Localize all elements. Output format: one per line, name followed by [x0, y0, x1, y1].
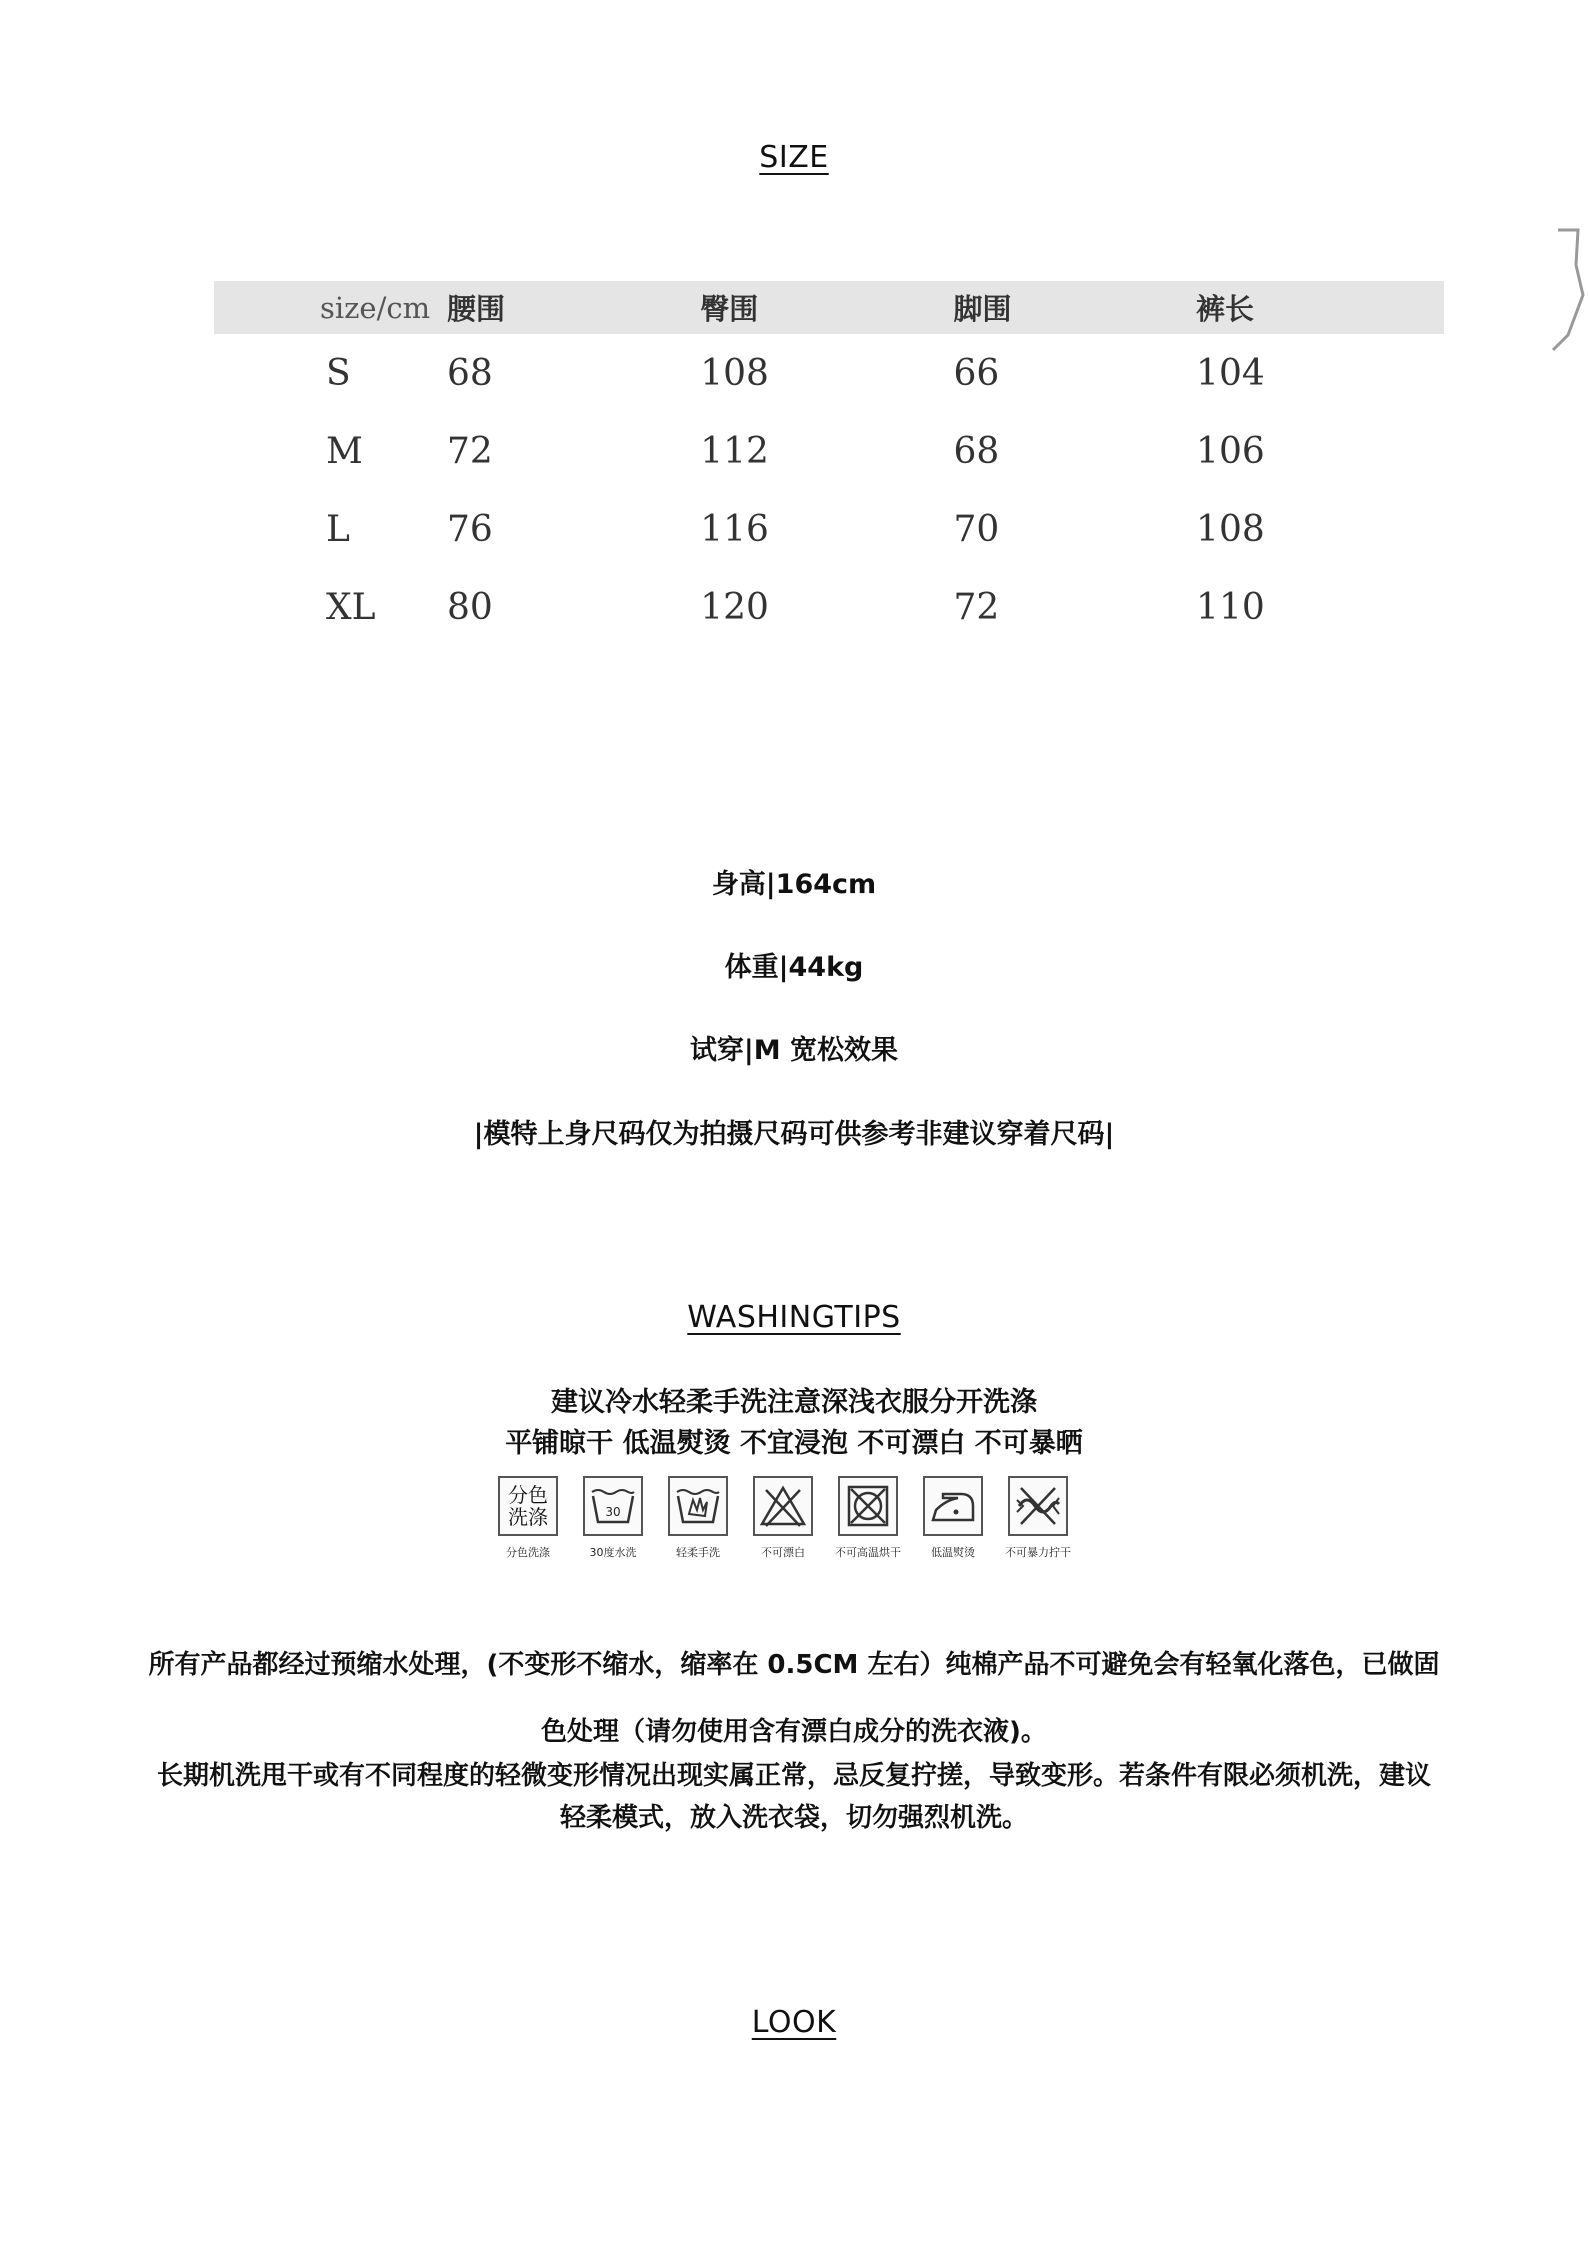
- size-cell: L: [326, 508, 350, 550]
- waist-cell: 80: [446, 586, 493, 628]
- model-height: 身高|164cm: [711, 869, 877, 900]
- no-tumble-dry-icon: [838, 1476, 898, 1536]
- waist-cell: 72: [446, 430, 493, 472]
- hip-cell: 116: [700, 508, 769, 550]
- hem-cell: 68: [953, 430, 1000, 472]
- care-icon-label: 不可暴力拧干: [1005, 1546, 1071, 1559]
- care-icon-label: 轻柔手洗: [676, 1546, 720, 1559]
- waist-cell: 76: [446, 508, 493, 550]
- hem-header: 脚围: [954, 281, 1197, 334]
- size-cell: M: [326, 430, 363, 472]
- care-icon-cell: [837, 1476, 899, 1560]
- separate-wash-icon: 分色洗涤: [498, 1476, 558, 1536]
- no-wring-icon: [1008, 1476, 1068, 1536]
- hem-cell: 66: [953, 352, 1000, 394]
- table-row: [214, 490, 1444, 568]
- care-icon-cell: [1007, 1476, 1069, 1560]
- care-para-2-line-1: 长期机洗甩干或有不同程度的轻微变形情况出现实属正常，忌反复拧搓，导致变形。若条件有限必须机洗，建议: [156, 1761, 1431, 1791]
- hand-wash-icon: [668, 1476, 728, 1536]
- size-cell: XL: [326, 586, 376, 628]
- size-cell: S: [326, 352, 351, 394]
- hip-cell: 112: [700, 430, 769, 472]
- length-cell: 108: [1196, 508, 1265, 550]
- hem-cell: 70: [953, 508, 1000, 550]
- model-weight: 体重|44kg: [724, 952, 864, 983]
- length-cell: 104: [1196, 352, 1265, 394]
- model-fit: 试穿|M 宽松效果: [689, 1035, 899, 1066]
- care-icon-label: 不可漂白: [761, 1546, 805, 1559]
- table-row: [214, 412, 1444, 490]
- size-table: [214, 281, 1444, 646]
- care-icons: [497, 1476, 1069, 1560]
- look-heading: LOOK: [751, 2005, 837, 2040]
- care-icon-cell: [922, 1476, 984, 1560]
- svg-text:30: 30: [605, 1505, 621, 1519]
- size-heading: SIZE: [759, 140, 829, 175]
- size-table-header-row: [214, 281, 1444, 334]
- care-line-2: 平铺晾干 低温熨烫 不宜浸泡 不可漂白 不可暴晒: [505, 1428, 1083, 1459]
- size-header-label: size/cm: [214, 281, 447, 334]
- table-row: [214, 568, 1444, 646]
- low-iron-icon: [923, 1476, 983, 1536]
- care-icon-label: 分色洗涤: [506, 1546, 550, 1559]
- length-header: 裤长: [1196, 281, 1444, 334]
- waist-header: 腰围: [447, 281, 700, 334]
- care-icon-label: 低温熨烫: [931, 1546, 975, 1559]
- hip-header: 臀围: [700, 281, 953, 334]
- hem-cell: 72: [953, 586, 1000, 628]
- care-line-1: 建议冷水轻柔手洗注意深浅衣服分开洗涤: [551, 1387, 1037, 1418]
- length-cell: 110: [1196, 586, 1265, 628]
- hip-cell: 108: [700, 352, 769, 394]
- table-row: [214, 334, 1444, 412]
- no-bleach-icon: [753, 1476, 813, 1536]
- waist-cell: 68: [446, 352, 493, 394]
- care-icon-label: 30度水洗: [589, 1546, 637, 1559]
- model-note: |模特上身尺码仅为拍摄尺码可供参考非建议穿着尺码|: [473, 1119, 1115, 1150]
- care-para-1-line-2: 色处理（请勿使用含有漂白成分的洗衣液)。: [541, 1717, 1047, 1747]
- length-cell: 106: [1196, 430, 1265, 472]
- care-icon-cell: [667, 1476, 729, 1560]
- care-para-2-line-2: 轻柔模式，放入洗衣袋，切勿强烈机洗。: [559, 1803, 1028, 1833]
- care-icon-cell: [582, 1476, 644, 1560]
- corner-scribble-icon: [1548, 225, 1588, 355]
- care-icon-cell: [752, 1476, 814, 1560]
- care-para-1-line-1: 所有产品都经过预缩水处理，(不变形不缩水，缩率在 0.5CM 左右）纯棉产品不可避免会有轻氧化落色，已做固: [148, 1650, 1440, 1680]
- care-icon-label: 不可高温烘干: [835, 1546, 901, 1559]
- wash-30-icon: [583, 1476, 643, 1536]
- care-icon-cell: [497, 1476, 559, 1560]
- hip-cell: 120: [700, 586, 769, 628]
- washing-heading: WASHINGTIPS: [687, 1300, 901, 1335]
